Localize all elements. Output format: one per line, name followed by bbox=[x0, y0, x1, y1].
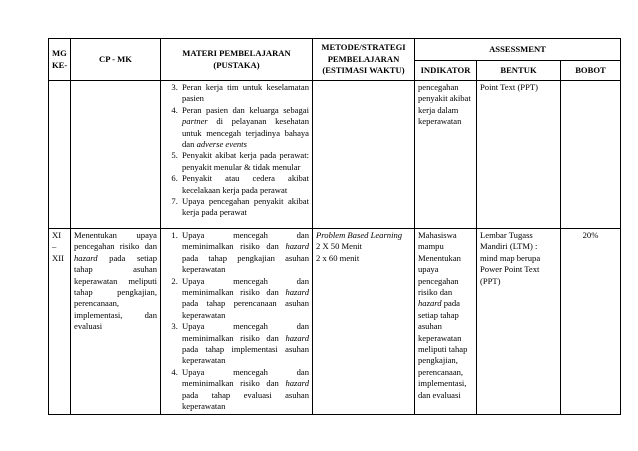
row2-cpmk: Menentukan upaya pencegahan risiko dan hazard pada setiap tahap asuhan keperawatan meliputi tahap pengkajian, perencanaan, implementasi, dan evaluasi bbox=[71, 229, 161, 415]
course-plan-sheet bbox=[48, 38, 620, 415]
header-indikator: INDIKATOR bbox=[415, 61, 477, 81]
list-item: 3. Upaya mencegah dan meminimalkan risiko dan hazard pada tahap implementasi asuhan keperawatan bbox=[180, 321, 309, 367]
list-item: 2. Upaya mencegah dan meminimalkan risiko dan hazard pada tahap perencanaan asuhan keperawatan bbox=[180, 276, 309, 322]
row1-metode bbox=[313, 81, 415, 229]
row1-bobot bbox=[561, 81, 621, 229]
table-row bbox=[49, 81, 621, 229]
header-metode: METODE/STRATEGI PEMBELAJARAN (ESTIMASI WAKTU) bbox=[313, 39, 415, 81]
row2-indikator: Mahasiswa mampu Menentukan upaya pencegahan risiko dan hazard pada setiap tahap asuhan keperawatan meliputi tahap pengkajian, perencanaan, implementasi, dan evaluasi bbox=[415, 229, 477, 415]
list-item: 3. Peran kerja tim untuk keselamatan pasien bbox=[180, 82, 309, 105]
row2-bobot: 20% bbox=[561, 229, 621, 415]
row1-cpmk bbox=[71, 81, 161, 229]
header-mg: MG KE- bbox=[49, 39, 71, 81]
list-item: 4. Peran pasien dan keluarga sebagai partner di pelayanan kesehatan untuk mencegah terjadinya bahaya dan adverse events bbox=[180, 105, 309, 151]
row1-materi-list bbox=[164, 82, 309, 219]
row1-bentuk: Point Text (PPT) bbox=[477, 81, 561, 229]
list-item: 4. Upaya mencegah dan meminimalkan risiko dan hazard pada tahap evaluasi asuhan keperawatan bbox=[180, 367, 309, 413]
list-item: 1. Upaya mencegah dan meminimalkan risiko dan hazard pada tahap pengkajian asuhan keperawatan bbox=[180, 230, 309, 276]
method-title: Problem Based Learning bbox=[316, 230, 403, 240]
row1-materi bbox=[161, 81, 313, 229]
header-cpmk: CP - MK bbox=[71, 39, 161, 81]
method-duration: 2 x 60 menit bbox=[316, 252, 360, 263]
row2-metode bbox=[313, 229, 415, 415]
row2-materi bbox=[161, 229, 313, 415]
list-item: 7. Upaya pencegahan penyakit akibat kerja pada perawat bbox=[180, 196, 309, 219]
header-bobot: BOBOT bbox=[561, 61, 621, 81]
header-materi: MATERI PEMBELAJARAN (PUSTAKA) bbox=[161, 39, 313, 81]
header-assessment: ASSESSMENT bbox=[415, 39, 621, 61]
row1-mg bbox=[49, 81, 71, 229]
row1-indikator: pencegahan penyakit akibat kerja dalam keperawatan bbox=[415, 81, 477, 229]
header-bentuk: BENTUK bbox=[477, 61, 561, 81]
row2-mg: XI – XII bbox=[49, 229, 71, 415]
method-duration: 2 X 50 Menit bbox=[316, 241, 363, 252]
table-row bbox=[49, 229, 621, 415]
course-plan-table bbox=[48, 38, 621, 415]
row2-bentuk: Lembar Tugass Mandiri (LTM) : mind map berupa Power Point Text (PPT) bbox=[477, 229, 561, 415]
row2-materi-list bbox=[164, 230, 309, 413]
list-item: 5. Penyakit akibat kerja pada perawat: penyakit menular & tidak menular bbox=[180, 150, 309, 173]
list-item: 6. Penyakit atau cedera akibat kecelakaan kerja pada perawat bbox=[180, 173, 309, 196]
